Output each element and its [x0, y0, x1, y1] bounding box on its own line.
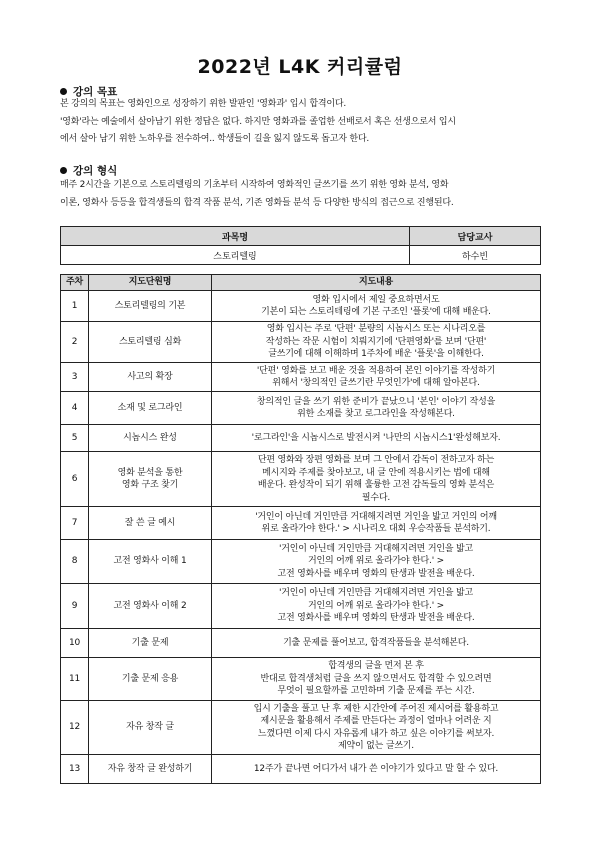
- table-row: [61, 425, 541, 452]
- unit-cell: 자유 창작 글 완성하기: [89, 755, 212, 784]
- format-line: 매주 2시간을 기본으로 스토리텔링의 기초부터 시작하여 영화적인 글쓰기를 쓰기 위한 영화 분석, 영화: [60, 180, 449, 190]
- bullet-icon: [60, 167, 67, 174]
- teacher-cell: 하수빈: [410, 246, 541, 265]
- bullet-icon: [60, 88, 67, 95]
- table-row: [61, 363, 541, 392]
- table-row: [61, 755, 541, 784]
- content-header: 지도내용: [212, 275, 541, 291]
- week-cell: 7: [61, 507, 89, 540]
- table-row: [61, 540, 541, 584]
- course-info-table: [60, 226, 541, 265]
- unit-cell: 영화 분석을 통한 영화 구조 찾기: [89, 452, 212, 507]
- content-cell: '로그라인'을 시놉시스로 발전시켜 '나만의 시놉시스1'완성해보자.: [212, 425, 541, 452]
- goal-line: 에서 살아 남기 위한 노하우를 전수하여.. 학생들이 길을 잃지 않도록 돕고자 한다.: [60, 134, 370, 144]
- format-heading-label: 강의 형식: [73, 165, 118, 177]
- content-cell: '거인이 아닌데 거인만큼 거대해지려면 거인을 밟고 거인의 어깨 위로 올라가야 한다.' > 고전 영화사를 배우며 영화의 탄생과 발전을 배운다.: [212, 584, 541, 629]
- page-title: 2022년 L4K 커리큘럼: [197, 56, 403, 78]
- week-cell: 9: [61, 584, 89, 629]
- unit-cell: 자유 창작 글: [89, 701, 212, 755]
- unit-cell: 기출 문제: [89, 629, 212, 658]
- content-cell: '거인이 아닌데 거인만큼 거대해지려면 거인을 밟고 거인의 어깨 위로 올라가야 한다.' > 시나리오 대회 우승작품들 분석하기.: [212, 507, 541, 540]
- content-cell: '거인이 아닌데 거인만큼 거대해지려면 거인을 밟고 거인의 어깨 위로 올라가야 한다.' > 고전 영화사를 배우며 영화의 탄생과 발전을 배운다.: [212, 540, 541, 584]
- week-cell: 13: [61, 755, 89, 784]
- week-cell: 3: [61, 363, 89, 392]
- week-header: 주차: [61, 275, 89, 291]
- content-cell: 단편 영화와 장편 영화를 보며 그 안에서 감독이 전하고자 하는 메시지와 주제를 찾아보고, 내 글 안에 적용시키는 법에 대해 배운다. 완성작이 되기 위해 훌륭한 고전 감독들의 영화 분석은 필수다.: [212, 452, 541, 507]
- goal-line: 본 강의의 목표는 영화인으로 성장하기 위한 발판인 '영화과' 입시 합격이다.: [60, 99, 346, 109]
- content-cell: 영화 입시에서 제일 중요하면서도 기본이 되는 스토리테링에 기본 구조인 '플롯'에 대해 배운다.: [212, 291, 541, 322]
- goal-heading-label: 강의 목표: [73, 86, 118, 98]
- content-cell: 입시 기출을 풀고 난 후 제한 시간안에 주어진 제시어를 활용하고 제시문을 활용해서 주제를 만든다는 과정이 얼마나 어려운 지 느꼈다면 이제 다시 자유롭게 내가 하고 싶은 이야기를 써보자. 제약이 없는 글쓰기.: [212, 701, 541, 755]
- unit-cell: 스토리텔링의 기본: [89, 291, 212, 322]
- unit-cell: 기출 문제 응용: [89, 658, 212, 701]
- content-cell: 영화 입시는 주로 '단편' 분량의 시놉시스 또는 시나리오를 작성하는 작문 시험이 치뤄지기에 '단편영화'를 보며 '단편' 글쓰기에 대해 이해하며 1주차에 배운 '플롯'을 이해한다.: [212, 322, 541, 363]
- unit-cell: 시놉시스 완성: [89, 425, 212, 452]
- table-row: [61, 507, 541, 540]
- week-cell: 1: [61, 291, 89, 322]
- unit-header: 지도단원명: [89, 275, 212, 291]
- unit-cell: 잘 쓴 글 예시: [89, 507, 212, 540]
- table-row: [61, 584, 541, 629]
- content-cell: '단편' 영화를 보고 배운 것을 적용하여 본인 이야기를 작성하기 위해서 '창의적인 글쓰기란 무엇인가'에 대해 알아본다.: [212, 363, 541, 392]
- unit-cell: 고전 영화사 이해 2: [89, 584, 212, 629]
- curriculum-body: [61, 291, 541, 784]
- content-cell: 합격생의 글을 먼저 본 후 반대로 합격생처럼 글을 쓰지 않으면서도 합격할 수 있으려면 무엇이 필요할까를 고민하며 기출 문제를 푸는 시간.: [212, 658, 541, 701]
- content-cell: 창의적인 글을 쓰기 위한 준비가 끝났으니 '본인' 이야기 작성을 위한 소재를 찾고 로그라인을 작성해본다.: [212, 392, 541, 425]
- curriculum-table: [60, 274, 541, 784]
- week-cell: 10: [61, 629, 89, 658]
- unit-cell: 소재 및 로그라인: [89, 392, 212, 425]
- content-cell: 12주가 끝나면 어디가서 내가 쓴 이야기가 있다고 말 할 수 있다.: [212, 755, 541, 784]
- content-cell: 기출 문제를 풀어보고, 합격작품들을 분석해본다.: [212, 629, 541, 658]
- table-row: [61, 629, 541, 658]
- subject-header: 과목명: [61, 227, 410, 246]
- subject-cell: 스토리텔링: [61, 246, 410, 265]
- table-row: [61, 392, 541, 425]
- table-row: [61, 452, 541, 507]
- week-cell: 5: [61, 425, 89, 452]
- format-heading: [60, 163, 117, 178]
- goal-line: '영화'라는 예술에서 살아남기 위한 정답은 없다. 하지만 영화과를 졸업한 선배로서 혹은 선생으로서 입시: [60, 116, 456, 127]
- table-row: [61, 658, 541, 701]
- format-paragraph: [60, 177, 546, 212]
- week-cell: 2: [61, 322, 89, 363]
- week-cell: 12: [61, 701, 89, 755]
- unit-cell: 스토리텔링 심화: [89, 322, 212, 363]
- table-row: [61, 701, 541, 755]
- teacher-header: 담당교사: [410, 227, 541, 246]
- week-cell: 6: [61, 452, 89, 507]
- unit-cell: 고전 영화사 이해 1: [89, 540, 212, 584]
- week-cell: 4: [61, 392, 89, 425]
- table-row: [61, 322, 541, 363]
- format-line: 이론, 영화사 등등을 합격생들의 합격 작품 분석, 기존 영화들 분석 등 다양한 방식의 접근으로 진행된다.: [60, 197, 454, 208]
- week-cell: 11: [61, 658, 89, 701]
- unit-cell: 사고의 확장: [89, 363, 212, 392]
- table-row: [61, 291, 541, 322]
- goal-paragraph: [60, 96, 546, 149]
- week-cell: 8: [61, 540, 89, 584]
